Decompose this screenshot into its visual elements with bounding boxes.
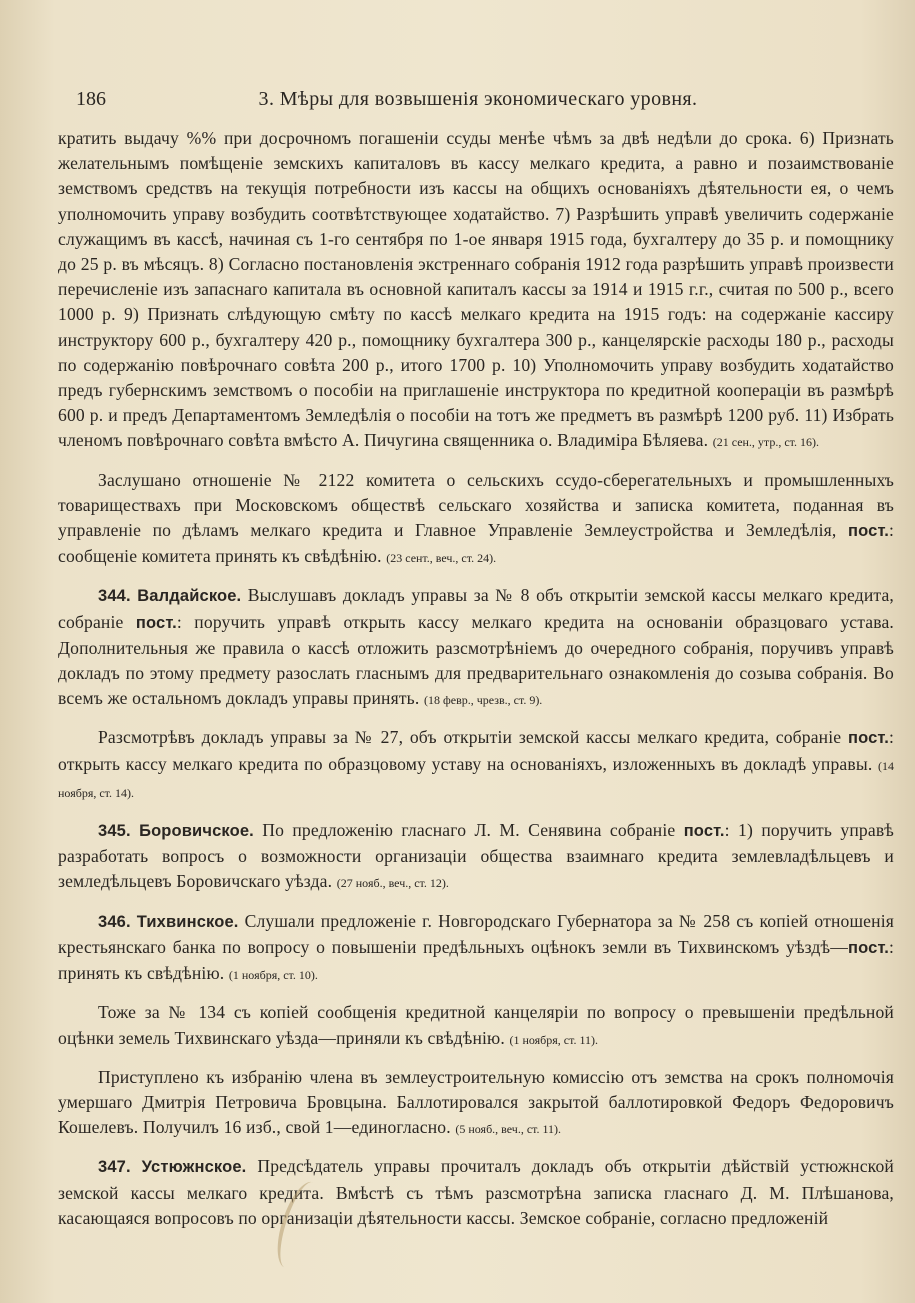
- section-name: Боровичское.: [139, 822, 254, 841]
- citation: (5 нояб., веч., ст. 11).: [455, 1122, 562, 1137]
- resolution-marker: пост.: [847, 522, 889, 541]
- section-name: Тихвинское.: [136, 912, 239, 931]
- resolution-marker: пост.: [683, 822, 725, 841]
- section-name: Валдайское.: [137, 587, 242, 606]
- section-number: 347.: [98, 1158, 131, 1177]
- section-number: 346.: [98, 912, 131, 931]
- resolution-marker: пост.: [847, 938, 889, 957]
- section-347: 347. Устюжнское. Предсѣдатель управы прочиталъ докладъ объ открытіи дѣйствій устюжнской земской кассы мелкаго кредита. Вмѣстѣ съ тѣмъ разсмотрѣна записка гласнаго Д. М. Плѣшанова, касающаяся вопросовъ по организаціи дѣятельности кассы. Земское собраніе, согласно предложеній: [58, 1156, 894, 1228]
- citation: (14 ноября, ст. 14).: [58, 758, 894, 800]
- resolution-marker: пост.: [847, 729, 889, 748]
- citation: (21 сен., утр., ст. 16).: [712, 435, 819, 450]
- section-number: 344.: [98, 587, 131, 606]
- page-number: 186: [76, 88, 106, 110]
- resolution-marker: пост.: [135, 613, 177, 632]
- page-header: [62, 88, 894, 118]
- paragraph: Заслушано отношеніе № 2122 комитета о сельскихъ ссудо-сберегательныхъ и промышленныхъ товариществахъ при Московскомъ обществѣ сельскаго хозяйства и записка комитета, поданная въ управленіе по дѣламъ мелкаго кредита и Главное Управленіе Землеустройства и Земледѣлія, пост.: сообщеніе комитета принять къ свѣдѣнію. (23 сент., веч., ст. 24).: [58, 469, 894, 567]
- section-name: Устюжнское.: [141, 1158, 247, 1177]
- citation: (27 нояб., веч., ст. 12).: [336, 876, 449, 891]
- section-345: 345. Боровичское. По предложенію гласнаго Л. М. Сенявина собраніе пост.: 1) поручить управѣ разработать вопросъ о возможности организаціи общества взаимнаго кредита землевладѣльцевъ и земледѣльцевъ Боровичскаго уѣзда. (27 нояб., веч., ст. 12).: [58, 820, 894, 892]
- section-346: 346. Тихвинское. Слушали предложеніе г. Новгородскаго Губернатора за № 258 съ копіей отношенія крестьянскаго банка по вопросу о повышеніи предѣльныхъ оцѣнокъ земли въ Тихвинскомъ уѣздѣ—пост.: принять къ свѣдѣнію. (1 ноября, ст. 10).: [58, 910, 894, 984]
- citation: (18 февр., чрезв., ст. 9).: [423, 693, 543, 708]
- paragraph: Тоже за № 134 съ копіей сообщенія кредитной канцеляріи по вопросу о превышеніи предѣльной оцѣнки земель Тихвинскаго уѣзда—приняли къ свѣдѣнію. (1 ноября, ст. 11).: [58, 1002, 894, 1048]
- citation: (1 ноября, ст. 11).: [509, 1032, 599, 1047]
- paragraph-continuation: кратить выдачу %% при досрочномъ погашеніи ссуды менѣе чѣмъ за двѣ недѣли до срока. 6) Признать желательнымъ помѣщеніе земскихъ капиталовъ въ кассу мелкаго кредита, а равно и позаимствованіе земствомъ средствъ на текущія потребности изъ кассы на общихъ основаніяхъ дѣятельности ея, о чемъ уполномочить управу возбудить соотвѣтствующее ходатайство. 7) Разрѣшить управѣ увеличить содержаніе служащимъ въ кассѣ, начиная съ 1-го сентября по 1-ое января 1915 года, бухгалтеру до 35 р. и помощнику до 25 р. въ мѣсяцъ. 8) Согласно постановленія экстреннаго собранія 1912 года разрѣшить управѣ произвести перечисленіе изъ запаснаго капитала въ основной капиталъ кассы за 1914 и 1915 г.г., считая по 500 р., всего 1000 р. 9) Признать слѣдующую смѣту по кассѣ мелкаго кредита на 1915 годъ: на содержаніе кассиру инструктору 600 р., бухгалтеру 420 р., помощнику бухгалтера 300 р., канцелярскіе расходы 180 р., расходы по содержанію повѣрочнаго совѣта 200 р., итого 1700 р. 10) Уполномочить управу возбудить ходатайство предъ губернскимъ земствомъ о пособіи на приглашеніе инструктора по кредитной коопераціи въ размѣрѣ 600 р. и предъ Департаментомъ Земледѣлія о пособіи на тотъ же предметъ въ размѣрѣ 1200 руб. 11) Избрать членомъ повѣрочнаго совѣта вмѣсто А. Пичугина священника о. Владиміра Бѣляева. (21 сен., утр., ст. 16).: [58, 128, 894, 451]
- citation: (23 сент., веч., ст. 24).: [386, 551, 497, 566]
- running-title: 3. Мѣры для возвышенія экономическаго уровня.: [258, 88, 698, 110]
- paragraph: Разсмотрѣвъ докладъ управы за № 27, объ открытіи земской кассы мелкаго кредита, собраніе пост.: открыть кассу мелкаго кредита по образцовому уставу на основаніяхъ, изложенныхъ въ докладѣ управы. (14 ноября, ст. 14).: [58, 727, 894, 800]
- section-number: 345.: [98, 822, 131, 841]
- body-text: [58, 126, 894, 1231]
- citation: (1 ноября, ст. 10).: [228, 968, 318, 983]
- section-344: 344. Валдайское. Выслушавъ докладъ управы за № 8 объ открытіи земской кассы мелкаго кредита, собраніе пост.: поручить управѣ открыть кассу мелкаго кредита на основаніи образцоваго устава. Дополнительныя же правила о кассѣ отложить разсмотрѣніемъ до очередного собранія, поручивъ управѣ докладъ по этому предмету разослать гласнымъ для предварительнаго ознакомленія до созыва собранія. Во всемъ же остальномъ докладъ управы принять. (18 февр., чрезв., ст. 9).: [58, 585, 894, 709]
- paragraph: Приступлено къ избранію члена въ землеустроительную комиссію отъ земства на срокъ полномочія умершаго Дмитрія Петровича Бровцына. Баллотировался закрытой баллотировкой Федоръ Федоровичъ Кошелевъ. Получилъ 16 изб., свой 1—единогласно. (5 нояб., веч., ст. 11).: [58, 1066, 894, 1138]
